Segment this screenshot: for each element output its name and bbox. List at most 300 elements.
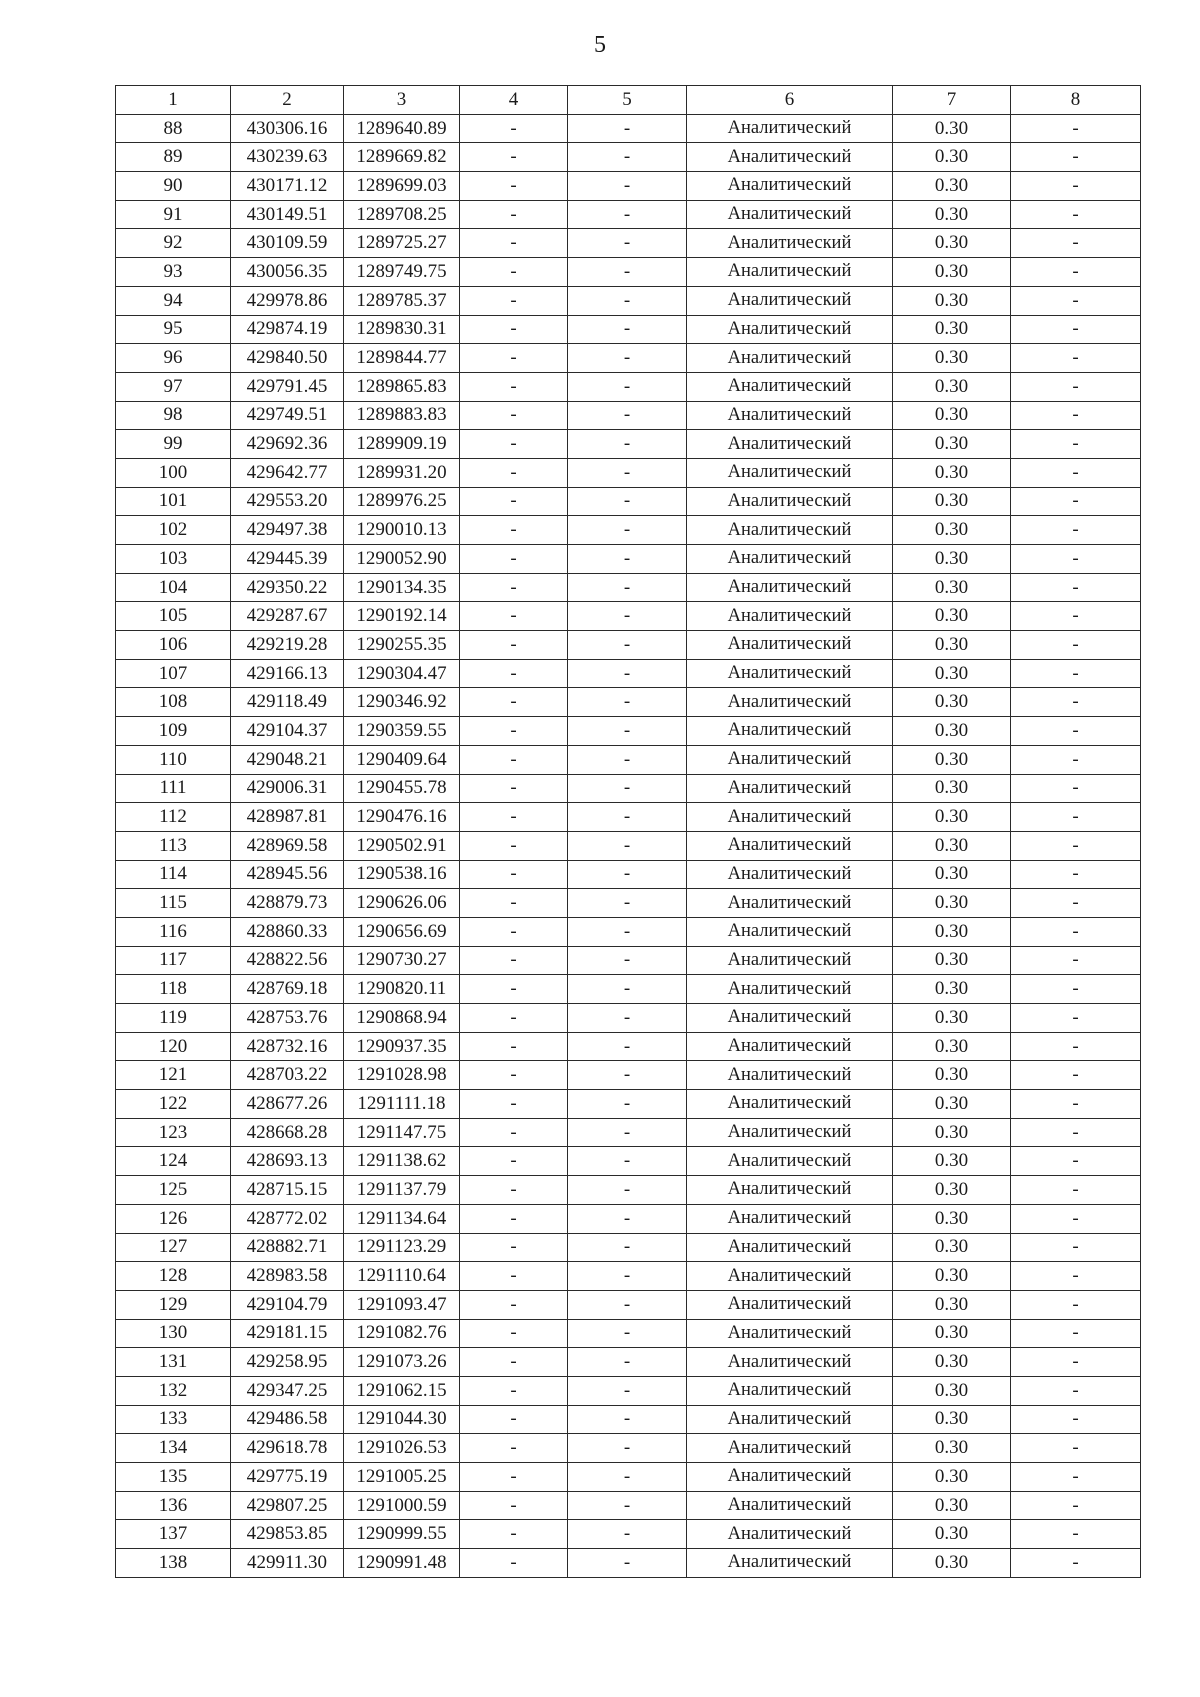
coord-y-cell: 1289640.89 [344,114,460,143]
col-5-cell: - [568,1004,687,1033]
accuracy-cell: 0.30 [893,315,1011,344]
col-8-cell: - [1011,602,1141,631]
coord-x-cell: 428879.73 [231,889,344,918]
point-number-cell: 94 [116,286,231,315]
coord-y-cell: 1291137.79 [344,1176,460,1205]
column-header-2: 2 [231,86,344,115]
accuracy-cell: 0.30 [893,975,1011,1004]
coord-y-cell: 1290476.16 [344,803,460,832]
col-8-cell: - [1011,1090,1141,1119]
method-cell: Аналитический [687,114,893,143]
method-cell: Аналитический [687,315,893,344]
table-row [116,1118,1141,1147]
point-number-cell: 125 [116,1176,231,1205]
col-8-cell: - [1011,229,1141,258]
point-number-cell: 100 [116,458,231,487]
accuracy-cell: 0.30 [893,717,1011,746]
table-row [116,1032,1141,1061]
accuracy-cell: 0.30 [893,1233,1011,1262]
coord-x-cell: 429978.86 [231,286,344,315]
point-number-cell: 116 [116,917,231,946]
point-number-cell: 101 [116,487,231,516]
col-5-cell: - [568,1434,687,1463]
method-cell: Аналитический [687,745,893,774]
table-row [116,1204,1141,1233]
col-8-cell: - [1011,975,1141,1004]
point-number-cell: 104 [116,573,231,602]
coord-x-cell: 430239.63 [231,143,344,172]
coordinates-table [115,85,1141,1578]
accuracy-cell: 0.30 [893,114,1011,143]
coord-y-cell: 1291110.64 [344,1262,460,1291]
coord-x-cell: 429104.37 [231,717,344,746]
table-row [116,803,1141,832]
coord-x-cell: 428860.33 [231,917,344,946]
col-4-cell: - [460,1348,568,1377]
coord-x-cell: 430056.35 [231,258,344,287]
coord-y-cell: 1291123.29 [344,1233,460,1262]
col-5-cell: - [568,946,687,975]
point-number-cell: 124 [116,1147,231,1176]
coord-y-cell: 1289909.19 [344,430,460,459]
point-number-cell: 137 [116,1520,231,1549]
col-5-cell: - [568,1463,687,1492]
table-row [116,372,1141,401]
coord-x-cell: 429853.85 [231,1520,344,1549]
col-4-cell: - [460,1376,568,1405]
point-number-cell: 90 [116,172,231,201]
accuracy-cell: 0.30 [893,1405,1011,1434]
col-8-cell: - [1011,631,1141,660]
table-row [116,1319,1141,1348]
table-row [116,573,1141,602]
col-4-cell: - [460,831,568,860]
point-number-cell: 96 [116,344,231,373]
col-8-cell: - [1011,803,1141,832]
col-8-cell: - [1011,1032,1141,1061]
col-5-cell: - [568,1376,687,1405]
point-number-cell: 128 [116,1262,231,1291]
accuracy-cell: 0.30 [893,803,1011,832]
table-row [116,114,1141,143]
coord-y-cell: 1289749.75 [344,258,460,287]
point-number-cell: 109 [116,717,231,746]
col-4-cell: - [460,1491,568,1520]
col-5-cell: - [568,229,687,258]
col-4-cell: - [460,114,568,143]
method-cell: Аналитический [687,1147,893,1176]
coord-x-cell: 429791.45 [231,372,344,401]
col-4-cell: - [460,774,568,803]
col-5-cell: - [568,1061,687,1090]
accuracy-cell: 0.30 [893,1520,1011,1549]
coord-y-cell: 1290192.14 [344,602,460,631]
method-cell: Аналитический [687,917,893,946]
accuracy-cell: 0.30 [893,458,1011,487]
coord-y-cell: 1291062.15 [344,1376,460,1405]
col-8-cell: - [1011,1147,1141,1176]
accuracy-cell: 0.30 [893,917,1011,946]
header-row [116,86,1141,115]
accuracy-cell: 0.30 [893,774,1011,803]
table-row [116,1061,1141,1090]
col-4-cell: - [460,545,568,574]
method-cell: Аналитический [687,545,893,574]
coord-y-cell: 1290999.55 [344,1520,460,1549]
col-8-cell: - [1011,545,1141,574]
table-row [116,229,1141,258]
col-8-cell: - [1011,831,1141,860]
accuracy-cell: 0.30 [893,372,1011,401]
point-number-cell: 136 [116,1491,231,1520]
coord-x-cell: 429006.31 [231,774,344,803]
col-4-cell: - [460,1147,568,1176]
point-number-cell: 119 [116,1004,231,1033]
col-5-cell: - [568,1520,687,1549]
point-number-cell: 98 [116,401,231,430]
col-5-cell: - [568,286,687,315]
method-cell: Аналитический [687,717,893,746]
table-row [116,860,1141,889]
col-5-cell: - [568,545,687,574]
col-4-cell: - [460,1290,568,1319]
col-4-cell: - [460,631,568,660]
point-number-cell: 102 [116,516,231,545]
coord-x-cell: 428822.56 [231,946,344,975]
coord-x-cell: 428693.13 [231,1147,344,1176]
method-cell: Аналитический [687,1233,893,1262]
coord-x-cell: 428668.28 [231,1118,344,1147]
method-cell: Аналитический [687,1319,893,1348]
table-row [116,1549,1141,1578]
table-row [116,1463,1141,1492]
table-row [116,401,1141,430]
table-row [116,1176,1141,1205]
col-5-cell: - [568,1290,687,1319]
coord-y-cell: 1290409.64 [344,745,460,774]
coord-x-cell: 428969.58 [231,831,344,860]
table-row [116,516,1141,545]
table-row [116,1147,1141,1176]
col-8-cell: - [1011,200,1141,229]
col-4-cell: - [460,229,568,258]
coord-x-cell: 429445.39 [231,545,344,574]
coord-x-cell: 429048.21 [231,745,344,774]
col-8-cell: - [1011,430,1141,459]
col-5-cell: - [568,1147,687,1176]
point-number-cell: 106 [116,631,231,660]
coord-y-cell: 1290502.91 [344,831,460,860]
coord-x-cell: 428677.26 [231,1090,344,1119]
column-header-8: 8 [1011,86,1141,115]
accuracy-cell: 0.30 [893,1262,1011,1291]
table-row [116,1491,1141,1520]
col-5-cell: - [568,860,687,889]
accuracy-cell: 0.30 [893,1176,1011,1205]
table-row [116,717,1141,746]
point-number-cell: 99 [116,430,231,459]
col-5-cell: - [568,602,687,631]
coord-x-cell: 428945.56 [231,860,344,889]
table-row [116,1290,1141,1319]
point-number-cell: 115 [116,889,231,918]
point-number-cell: 132 [116,1376,231,1405]
accuracy-cell: 0.30 [893,860,1011,889]
point-number-cell: 103 [116,545,231,574]
col-8-cell: - [1011,458,1141,487]
col-5-cell: - [568,745,687,774]
point-number-cell: 88 [116,114,231,143]
accuracy-cell: 0.30 [893,1491,1011,1520]
method-cell: Аналитический [687,1004,893,1033]
method-cell: Аналитический [687,602,893,631]
method-cell: Аналитический [687,1204,893,1233]
col-5-cell: - [568,1405,687,1434]
accuracy-cell: 0.30 [893,516,1011,545]
method-cell: Аналитический [687,1463,893,1492]
col-5-cell: - [568,430,687,459]
col-4-cell: - [460,659,568,688]
point-number-cell: 92 [116,229,231,258]
col-8-cell: - [1011,774,1141,803]
coord-y-cell: 1289976.25 [344,487,460,516]
col-8-cell: - [1011,1004,1141,1033]
accuracy-cell: 0.30 [893,602,1011,631]
table-row [116,172,1141,201]
coord-y-cell: 1289699.03 [344,172,460,201]
coord-x-cell: 429497.38 [231,516,344,545]
table-row [116,286,1141,315]
col-8-cell: - [1011,1463,1141,1492]
col-4-cell: - [460,200,568,229]
column-header-7: 7 [893,86,1011,115]
table-row [116,1520,1141,1549]
col-5-cell: - [568,487,687,516]
col-4-cell: - [460,1118,568,1147]
col-4-cell: - [460,573,568,602]
coord-x-cell: 429749.51 [231,401,344,430]
accuracy-cell: 0.30 [893,1147,1011,1176]
table-row [116,430,1141,459]
coord-x-cell: 428772.02 [231,1204,344,1233]
coord-y-cell: 1289785.37 [344,286,460,315]
coord-x-cell: 429350.22 [231,573,344,602]
method-cell: Аналитический [687,344,893,373]
col-8-cell: - [1011,286,1141,315]
col-8-cell: - [1011,1491,1141,1520]
table-body [116,114,1141,1577]
col-5-cell: - [568,1090,687,1119]
point-number-cell: 105 [116,602,231,631]
point-number-cell: 134 [116,1434,231,1463]
col-4-cell: - [460,1549,568,1578]
col-8-cell: - [1011,344,1141,373]
method-cell: Аналитический [687,831,893,860]
accuracy-cell: 0.30 [893,172,1011,201]
col-4-cell: - [460,1463,568,1492]
point-number-cell: 131 [116,1348,231,1377]
coord-y-cell: 1290359.55 [344,717,460,746]
accuracy-cell: 0.30 [893,1118,1011,1147]
accuracy-cell: 0.30 [893,1549,1011,1578]
coord-y-cell: 1290937.35 [344,1032,460,1061]
col-8-cell: - [1011,573,1141,602]
col-5-cell: - [568,688,687,717]
coord-y-cell: 1291138.62 [344,1147,460,1176]
coord-y-cell: 1290010.13 [344,516,460,545]
method-cell: Аналитический [687,688,893,717]
table-row [116,143,1141,172]
coord-y-cell: 1290455.78 [344,774,460,803]
accuracy-cell: 0.30 [893,573,1011,602]
accuracy-cell: 0.30 [893,1090,1011,1119]
col-4-cell: - [460,602,568,631]
method-cell: Аналитический [687,1348,893,1377]
method-cell: Аналитический [687,229,893,258]
col-4-cell: - [460,172,568,201]
col-8-cell: - [1011,172,1141,201]
table-row [116,1376,1141,1405]
col-5-cell: - [568,1262,687,1291]
col-4-cell: - [460,1262,568,1291]
point-number-cell: 138 [116,1549,231,1578]
col-5-cell: - [568,573,687,602]
column-header-5: 5 [568,86,687,115]
col-8-cell: - [1011,1319,1141,1348]
col-4-cell: - [460,516,568,545]
table-row [116,946,1141,975]
accuracy-cell: 0.30 [893,1004,1011,1033]
accuracy-cell: 0.30 [893,1434,1011,1463]
accuracy-cell: 0.30 [893,688,1011,717]
col-8-cell: - [1011,1520,1141,1549]
coord-x-cell: 429287.67 [231,602,344,631]
col-4-cell: - [460,1520,568,1549]
table-row [116,917,1141,946]
coord-y-cell: 1289830.31 [344,315,460,344]
method-cell: Аналитический [687,1549,893,1578]
col-8-cell: - [1011,315,1141,344]
col-4-cell: - [460,1061,568,1090]
col-5-cell: - [568,774,687,803]
table-row [116,1405,1141,1434]
method-cell: Аналитический [687,1176,893,1205]
col-5-cell: - [568,1491,687,1520]
method-cell: Аналитический [687,458,893,487]
method-cell: Аналитический [687,946,893,975]
coord-x-cell: 429553.20 [231,487,344,516]
accuracy-cell: 0.30 [893,1290,1011,1319]
col-4-cell: - [460,1204,568,1233]
method-cell: Аналитический [687,573,893,602]
coord-x-cell: 428732.16 [231,1032,344,1061]
coord-x-cell: 429347.25 [231,1376,344,1405]
coord-x-cell: 428983.58 [231,1262,344,1291]
coord-x-cell: 428882.71 [231,1233,344,1262]
column-header-6: 6 [687,86,893,115]
table-row [116,545,1141,574]
point-number-cell: 89 [116,143,231,172]
col-4-cell: - [460,803,568,832]
col-5-cell: - [568,717,687,746]
method-cell: Аналитический [687,1090,893,1119]
table-row [116,745,1141,774]
col-8-cell: - [1011,1204,1141,1233]
col-8-cell: - [1011,487,1141,516]
col-5-cell: - [568,975,687,1004]
accuracy-cell: 0.30 [893,831,1011,860]
col-5-cell: - [568,372,687,401]
point-number-cell: 130 [116,1319,231,1348]
coord-y-cell: 1289883.83 [344,401,460,430]
method-cell: Аналитический [687,200,893,229]
point-number-cell: 117 [116,946,231,975]
col-8-cell: - [1011,946,1141,975]
method-cell: Аналитический [687,774,893,803]
method-cell: Аналитический [687,1405,893,1434]
coord-y-cell: 1290656.69 [344,917,460,946]
point-number-cell: 107 [116,659,231,688]
coord-x-cell: 429775.19 [231,1463,344,1492]
column-header-1: 1 [116,86,231,115]
col-5-cell: - [568,917,687,946]
col-4-cell: - [460,1319,568,1348]
point-number-cell: 122 [116,1090,231,1119]
col-5-cell: - [568,831,687,860]
col-4-cell: - [460,372,568,401]
column-header-4: 4 [460,86,568,115]
method-cell: Аналитический [687,172,893,201]
point-number-cell: 91 [116,200,231,229]
table-row [116,200,1141,229]
accuracy-cell: 0.30 [893,200,1011,229]
accuracy-cell: 0.30 [893,258,1011,287]
col-5-cell: - [568,1118,687,1147]
coord-y-cell: 1291093.47 [344,1290,460,1319]
col-8-cell: - [1011,1176,1141,1205]
method-cell: Аналитический [687,659,893,688]
accuracy-cell: 0.30 [893,745,1011,774]
col-8-cell: - [1011,717,1141,746]
accuracy-cell: 0.30 [893,946,1011,975]
method-cell: Аналитический [687,1520,893,1549]
col-8-cell: - [1011,688,1141,717]
col-4-cell: - [460,917,568,946]
col-8-cell: - [1011,1061,1141,1090]
coord-x-cell: 428769.18 [231,975,344,1004]
point-number-cell: 95 [116,315,231,344]
point-number-cell: 121 [116,1061,231,1090]
table-row [116,631,1141,660]
point-number-cell: 113 [116,831,231,860]
coord-y-cell: 1290538.16 [344,860,460,889]
col-4-cell: - [460,1233,568,1262]
coord-y-cell: 1291111.18 [344,1090,460,1119]
col-5-cell: - [568,1204,687,1233]
col-8-cell: - [1011,1348,1141,1377]
col-4-cell: - [460,143,568,172]
col-5-cell: - [568,401,687,430]
table-row [116,659,1141,688]
coord-y-cell: 1291147.75 [344,1118,460,1147]
point-number-cell: 108 [116,688,231,717]
point-number-cell: 114 [116,860,231,889]
col-4-cell: - [460,946,568,975]
method-cell: Аналитический [687,889,893,918]
coord-y-cell: 1290626.06 [344,889,460,918]
point-number-cell: 93 [116,258,231,287]
coord-x-cell: 428703.22 [231,1061,344,1090]
